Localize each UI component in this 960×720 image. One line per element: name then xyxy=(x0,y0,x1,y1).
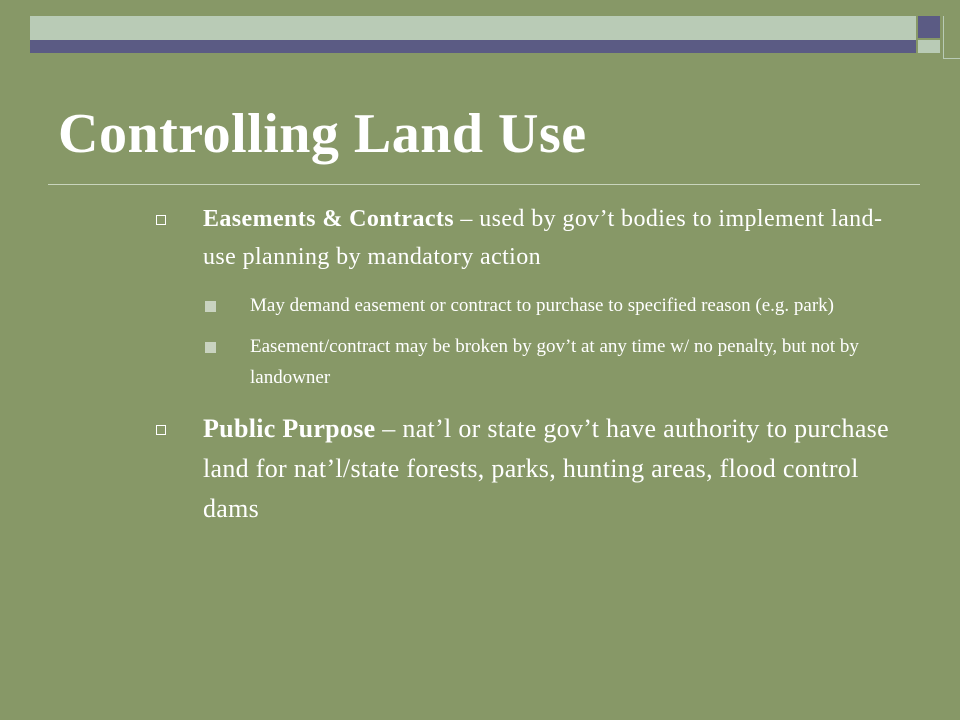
slide-content xyxy=(0,200,960,529)
bullet-term: Easements & Contracts xyxy=(203,206,455,232)
hollow-square-bullet-icon xyxy=(156,215,166,225)
filled-square-bullet-icon xyxy=(205,301,216,312)
bullet-public-purpose xyxy=(0,409,960,529)
bullet-text: – used by gov’t bodies to implement land-use planning by mandatory action xyxy=(203,206,883,270)
corner-square-dark xyxy=(918,16,940,38)
header-bar-light xyxy=(30,16,916,40)
bullet-term: Public Purpose xyxy=(203,414,376,443)
filled-square-bullet-icon xyxy=(205,342,216,353)
hollow-square-bullet-icon xyxy=(156,425,166,435)
slide-title: Controlling Land Use xyxy=(58,103,587,165)
sub-bullet-text: Easement/contract may be broken by gov’t at any time w/ no penalty, but not by landowner xyxy=(250,336,859,388)
sub-bullet xyxy=(0,290,960,321)
corner-outline xyxy=(943,16,960,59)
sub-bullet xyxy=(0,331,960,393)
header-bar-dark xyxy=(30,40,916,53)
bullet-easements xyxy=(0,200,960,276)
sub-bullet-text: May demand easement or contract to purchase to specified reason (e.g. park) xyxy=(250,295,835,316)
bullet-text: – nat’l or state gov’t have authority to purchase land for nat’l/state forests, parks, hunting areas, flood control dams xyxy=(203,414,889,523)
title-divider xyxy=(48,184,920,185)
corner-square-light xyxy=(918,40,940,53)
